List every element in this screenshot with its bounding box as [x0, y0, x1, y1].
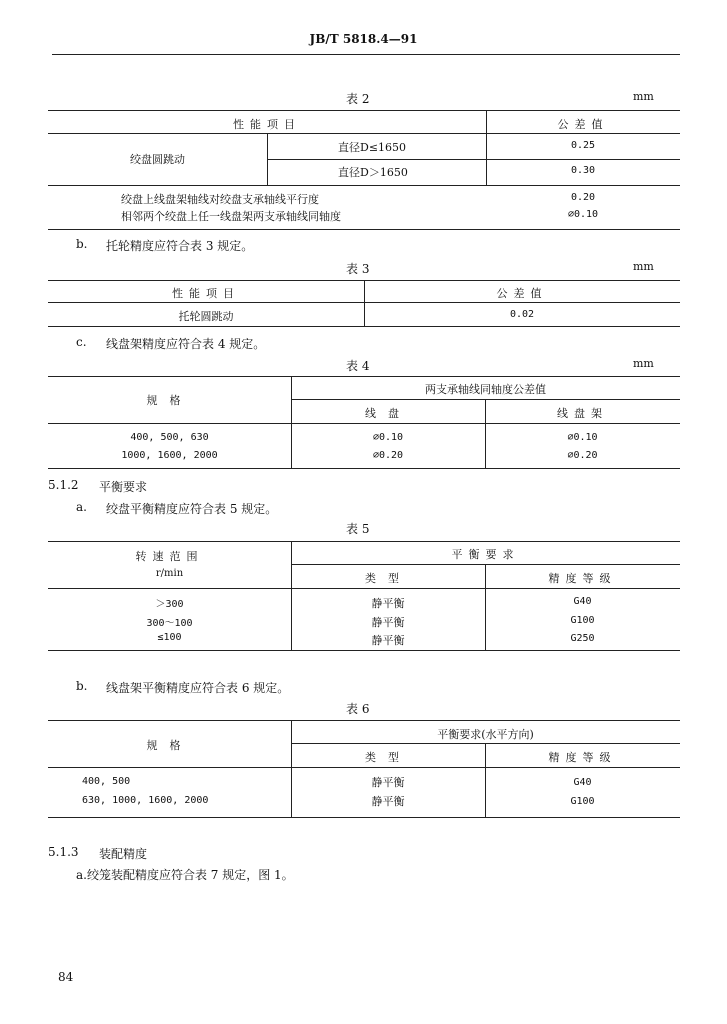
table5-col-speed: 转速范围 — [135, 550, 204, 563]
table6-row-type: 静平衡 — [371, 776, 405, 789]
table3-bottom-rule — [48, 326, 680, 327]
table5-row-type: 静平衡 — [371, 634, 405, 647]
table5-row-grade: G40 — [573, 596, 592, 607]
table5-bottom-rule — [48, 650, 680, 651]
table3-unit: mm — [633, 260, 654, 273]
table4-r1-frame: ∅0.10 — [567, 432, 598, 443]
table4-r2-reel: ∅0.20 — [372, 450, 404, 461]
table3-header-rule — [48, 302, 680, 303]
table6-row-spec: 630, 1000, 1600, 2000 — [82, 795, 209, 806]
table5-title: 表 5 — [346, 522, 370, 536]
table2-r3-label: 相邻两个绞盘上任一线盘架两支承轴线同轴度 — [121, 210, 341, 223]
table6-col-grade: 精度等级 — [548, 751, 617, 764]
table2-r1a-val: 0.25 — [570, 140, 596, 151]
table6-row-type: 静平衡 — [371, 795, 405, 808]
table5-row-speed: ≤100 — [157, 632, 182, 643]
table2-header-rule — [48, 133, 680, 134]
table3-title: 表 3 — [346, 262, 370, 276]
table4-r2-frame: ∅0.20 — [567, 450, 598, 461]
table4-col-reel: 线盘 — [365, 407, 411, 420]
table5-row-speed: ＞300 — [155, 599, 184, 610]
para-c-mark: c. — [76, 335, 87, 349]
table2-title: 表 2 — [346, 92, 370, 106]
page-number: 84 — [58, 970, 74, 984]
table4-header-rule — [48, 423, 680, 424]
table6-col-type: 类型 — [365, 751, 411, 764]
table2-r1b-cond: 直径D＞1650 — [338, 166, 408, 179]
table2-r1a-cond: 直径D≤1650 — [338, 141, 407, 154]
table3-col-tol: 公差值 — [496, 287, 548, 300]
table2-top-rule — [48, 110, 680, 111]
table6-top-rule — [48, 720, 680, 721]
table5-top-rule — [48, 541, 680, 542]
standard-number: JB/T 5818.4—91 — [309, 32, 418, 46]
table4-bottom-rule — [48, 468, 680, 469]
table2-r2-val: 0.20 — [570, 192, 596, 203]
table6-row-spec: 400, 500 — [82, 776, 131, 787]
table3-r1-label: 托轮圆跳动 — [178, 310, 234, 323]
table6-bottom-rule — [48, 817, 680, 818]
table6-col-spec: 规格 — [146, 739, 193, 752]
table3-col-item: 性能项目 — [172, 287, 240, 300]
table5-row-type: 静平衡 — [371, 597, 405, 610]
table4-title: 表 4 — [346, 359, 370, 373]
table5-row-speed: 300～100 — [146, 618, 193, 629]
para-b2-mark: b. — [76, 679, 88, 693]
table2-col-tol: 公差值 — [557, 118, 609, 131]
table4-r1-spec: 400, 500, 630 — [130, 432, 209, 443]
table4-col-spec: 规格 — [146, 394, 193, 407]
table5-row-grade: G250 — [570, 633, 595, 644]
table4-group-header: 两支承轴线同轴度公差值 — [425, 383, 546, 396]
section-512-title: 平衡要求 — [99, 480, 148, 494]
table6-header-rule — [48, 767, 680, 768]
section-512-number: 5.1.2 — [48, 478, 79, 492]
table2-bottom-rule — [48, 229, 680, 230]
para-a1-text: 绞盘平衡精度应符合表 5 规定。 — [106, 502, 278, 516]
table2-r3-val: ∅0.10 — [567, 209, 599, 220]
table5-col-grade: 精度等级 — [548, 572, 617, 585]
table2-row-rule — [48, 185, 680, 186]
table4-r2-spec: 1000, 1600, 2000 — [121, 450, 218, 461]
table6-title: 表 6 — [346, 702, 370, 716]
header-rule — [52, 54, 680, 55]
table5-header-rule — [48, 588, 680, 589]
table4-r1-reel: ∅0.10 — [372, 432, 404, 443]
para-c-text: 线盘架精度应符合表 4 规定。 — [106, 337, 266, 351]
table5-row-grade: G100 — [570, 615, 595, 626]
table4-unit: mm — [633, 357, 654, 370]
table6-row-grade: G40 — [573, 777, 592, 788]
section-513-number: 5.1.3 — [48, 845, 79, 859]
section-513-title: 装配精度 — [99, 847, 148, 861]
table5-col-speed-unit: r/min — [155, 568, 184, 579]
table6-group-header: 平衡要求(水平方向) — [437, 728, 534, 741]
table4-col-frame: 线盘架 — [557, 407, 608, 420]
para-b1-mark: b. — [76, 237, 88, 251]
table5-group-header: 平衡要求 — [451, 548, 520, 561]
para-a1-mark: a. — [76, 500, 87, 514]
table2-row-rule — [267, 159, 680, 160]
table5-row-type: 静平衡 — [371, 616, 405, 629]
table4-top-rule — [48, 376, 680, 377]
table2-r2-label: 绞盘上线盘架轴线对绞盘支承轴线平行度 — [121, 193, 319, 206]
table2-r1b-val: 0.30 — [570, 165, 596, 176]
para-b1-text: 托轮精度应符合表 3 规定。 — [106, 239, 254, 253]
table2-col-item: 性能项目 — [233, 118, 301, 131]
table5-col-type: 类型 — [365, 572, 411, 585]
table2-unit: mm — [633, 90, 654, 103]
para-a2-text: a.绞笼装配精度应符合表 7 规定，图 1。 — [76, 868, 294, 882]
table3-r1-val: 0.02 — [509, 309, 535, 320]
para-b2-text: 线盘架平衡精度应符合表 6 规定。 — [106, 681, 290, 695]
table2-r1-label: 绞盘圆跳动 — [130, 153, 185, 166]
table6-row-grade: G100 — [570, 796, 595, 807]
